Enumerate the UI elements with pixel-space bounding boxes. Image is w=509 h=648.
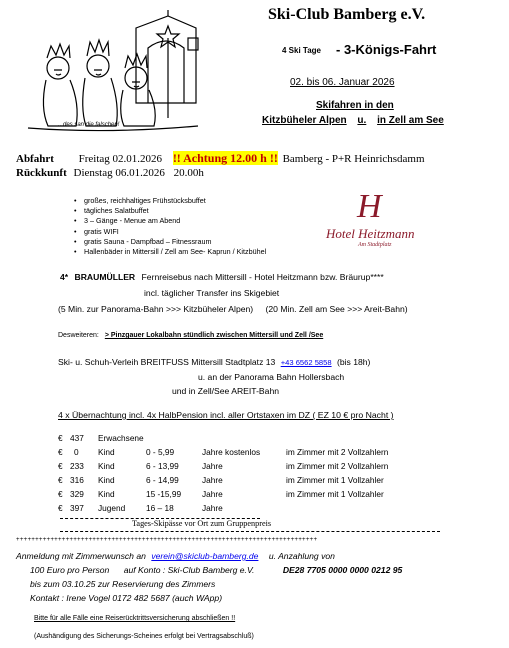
amenity-item: • tägliches Salatbuffet [74, 206, 266, 216]
price-currency: € [58, 475, 63, 485]
return-day: Dienstag 06.01.2026 [73, 167, 165, 179]
region-sep: u. [357, 115, 367, 126]
price-currency: € [58, 489, 63, 499]
registration-contact: Kontakt : Irene Vogel 0172 482 5687 (auch WApp) [30, 593, 223, 603]
bus-notes [58, 304, 408, 314]
registration-iban: DE28 7705 0000 0000 0212 95 [282, 565, 403, 575]
trip-title: - 3-Königs-Fahrt [336, 42, 437, 57]
rental-line3: und in Zell/See AREIT-Bahn [172, 386, 280, 396]
bus-line [60, 272, 384, 282]
amenity-item: • gratis WIFI [74, 227, 266, 237]
price-extra: Jahre kostenlos [202, 447, 261, 457]
price-currency: € [58, 461, 63, 471]
overnight-line: 4 x Übernachtung incl. 4x HalbPension incl. aller Ortstaxen im DZ ( EZ 10 € pro Nacht ) [58, 410, 394, 420]
price-amount: 329 [70, 489, 84, 499]
rental-text: Ski- u. Schuh-Verleih BREITFUSS Mittersill Stadtplatz 13 [58, 357, 276, 367]
rental-phone-link[interactable]: +43 6562 5858 [280, 358, 332, 367]
price-age: 16 – 18 [146, 503, 174, 513]
price-currency: € [58, 447, 63, 457]
price-type: Kind [98, 461, 115, 471]
illustration-caption: ...des san die falschen! [58, 122, 120, 128]
amenity-item: • gratis Sauna - Dampfbad – Fitnessraum [74, 237, 266, 247]
bus-text: Fernreisebus nach Mittersill - Hotel Heitzmann bzw. Bräurup**** [141, 272, 384, 282]
bus-note-b: (20 Min. Zell am See >>> Areit-Bahn) [265, 304, 408, 314]
departure-line [16, 151, 425, 166]
price-age: 6 - 13,99 [146, 461, 179, 471]
price-type: Erwachsene [98, 433, 144, 443]
dashed-divider [60, 531, 440, 532]
registration-deposit: u. Anzahlung von [268, 551, 335, 561]
trip-dates: 02. bis 06. Januar 2026 [290, 77, 395, 88]
price-extra: Jahre [202, 503, 223, 513]
price-age: 0 - 5,99 [146, 447, 175, 457]
three-kings-illustration [18, 8, 208, 136]
registration-line1 [16, 551, 335, 561]
registration-line2 [30, 565, 402, 575]
rental-line2: u. an der Panorama Bahn Hollersbach [198, 372, 345, 382]
departure-label: Abfahrt [16, 153, 54, 165]
price-type: Kind [98, 489, 115, 499]
price-room: im Zimmer mit 1 Vollzahler [286, 489, 384, 499]
plus-divider: +++++++++++++++++++++++++++++++++++++++++++++++++++++++++++++++++++++++++++++++ [16, 536, 318, 543]
departure-day: Freitag 02.01.2026 [78, 153, 163, 165]
trip-days: 4 Ski Tage [282, 46, 321, 55]
return-line [16, 167, 204, 179]
price-type: Kind [98, 447, 115, 457]
insurance-note: Bitte für alle Fälle eine Reiserücktrittsversicherung abschließen !! [34, 615, 236, 622]
price-age: 6 - 14,99 [146, 475, 179, 485]
price-age: 15 -15,99 [146, 489, 182, 499]
price-room: im Zimmer mit 2 Vollzahlern [286, 447, 389, 457]
registration-amount: 100 Euro pro Person [30, 565, 110, 575]
email-link[interactable]: verein@skiclub-bamberg.de [151, 551, 259, 561]
price-extra: Jahre [202, 475, 223, 485]
rental-hours: (bis 18h) [336, 357, 371, 367]
bus-stars: 4* [60, 272, 69, 282]
registration-line3: bis zum 03.10.25 zur Reservierung des Zimmers [30, 579, 216, 589]
rental-line [58, 357, 370, 367]
ski-line: Skifahren in den [316, 100, 394, 111]
price-currency: € [58, 503, 63, 513]
amenity-item: • 3 – Gänge - Menue am Abend [74, 216, 266, 226]
price-amount: 0 [74, 447, 79, 457]
price-amount: 437 [70, 433, 84, 443]
club-title: Ski-Club Bamberg e.V. [268, 6, 426, 23]
price-amount: 316 [70, 475, 84, 485]
registration-text: Anmeldung mit Zimmerwunsch an [16, 551, 146, 561]
region-a: Kitzbüheler Alpen [262, 115, 347, 126]
bus-company: BRAUMÜLLER [74, 272, 136, 282]
hotel-logo-tagline: Am Stadtplatz [358, 242, 392, 248]
price-type: Kind [98, 475, 115, 485]
departure-place: Bamberg - P+R Heinrichsdamm [282, 153, 425, 165]
price-amount: 397 [70, 503, 84, 513]
price-amount: 233 [70, 461, 84, 471]
hotel-logo-monogram: H [357, 188, 382, 225]
registration-account: auf Konto : Ski-Club Bamberg e.V. [123, 565, 255, 575]
lokalbahn-text: > Pinzgauer Lokalbahn stündlich zwischen Mittersill und Zell /See [104, 332, 324, 339]
amenity-item: • Hallenbäder in Mittersill / Zell am See- Kaprun / Kitzbühel [74, 247, 266, 257]
return-label: Rückkunft [16, 167, 67, 179]
departure-alert: !! Achtung 12.00 h !! [172, 151, 278, 165]
lokalbahn-prefix: Desweiteren: [58, 332, 99, 339]
return-time: 20.00h [173, 167, 204, 179]
hotel-logo-name: Hotel Heitzmann [326, 226, 415, 241]
region-line [262, 115, 444, 126]
bus-transfer: incl. täglicher Transfer ins Skigebiet [144, 288, 280, 298]
amenities-list [74, 196, 266, 257]
lokalbahn-line [58, 332, 323, 339]
price-room: im Zimmer mit 1 Vollzahler [286, 475, 384, 485]
price-extra: Jahre [202, 461, 223, 471]
amenity-item: • großes, reichhaltiges Frühstücksbuffet [74, 196, 266, 206]
region-b: in Zell am See [377, 115, 444, 126]
price-type: Jugend [98, 503, 126, 513]
skipass-line: Tages-Skipässe vor Ort zum Gruppenpreis [132, 519, 272, 528]
certificate-note: (Aushändigung des Sicherungs-Scheines erfolgt bei Vertragsabschluß) [34, 633, 254, 640]
price-room: im Zimmer mit 2 Vollzahlern [286, 461, 389, 471]
bus-note-a: (5 Min. zur Panorama-Bahn >>> Kitzbüheler Alpen) [58, 304, 254, 314]
price-extra: Jahre [202, 489, 223, 499]
price-currency: € [58, 433, 63, 443]
